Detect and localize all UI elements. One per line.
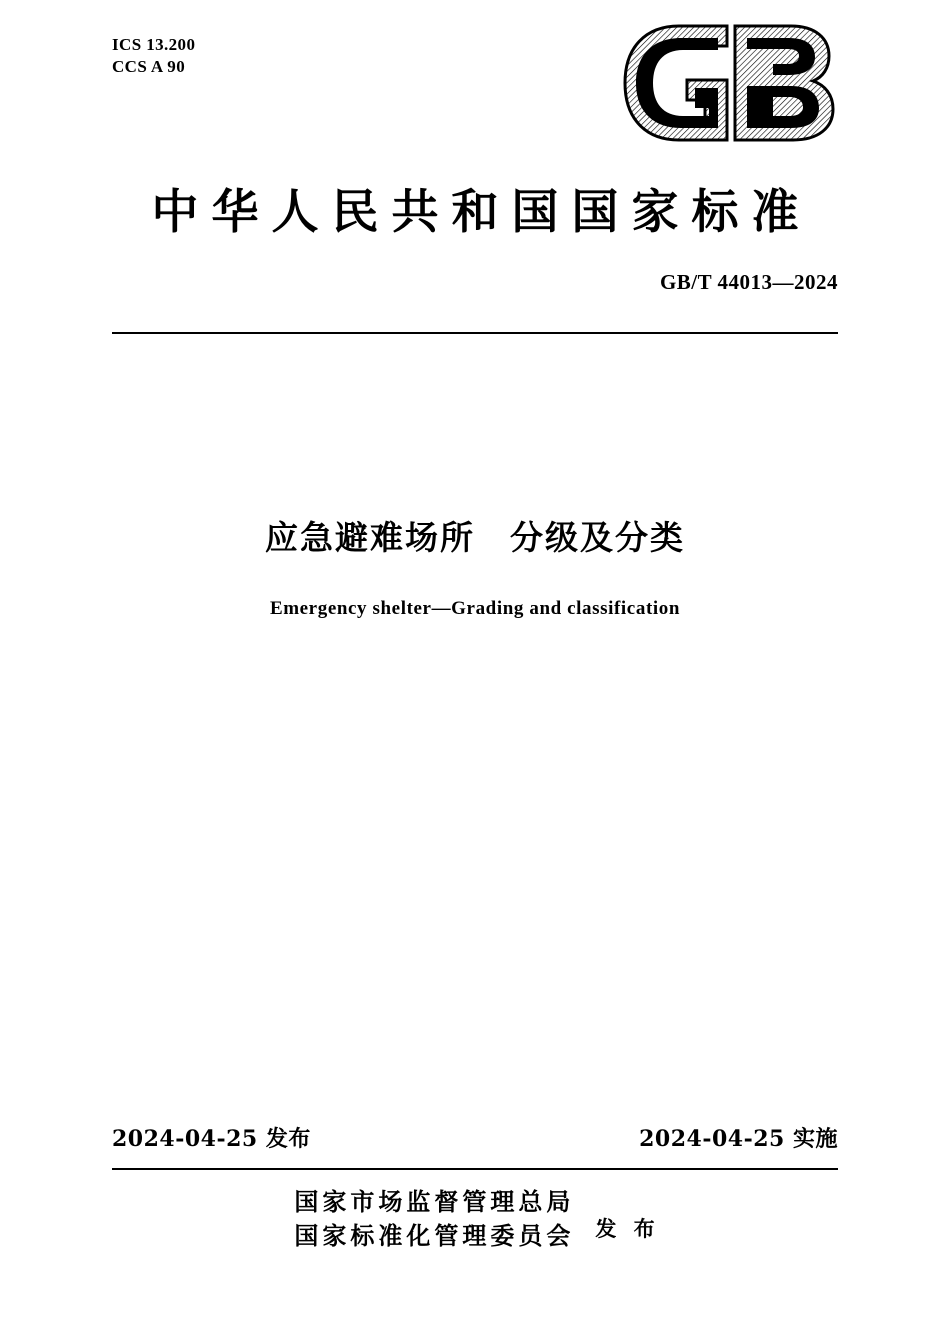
issue-date: 2024-04-25 发布: [112, 1126, 311, 1152]
effective-date: 2024-04-25 实施: [639, 1126, 838, 1152]
standard-number: GB/T 44013—2024: [659, 270, 838, 294]
classification-codes: [112, 34, 195, 78]
document-title-english: Emergency shelter—Grading and classification: [269, 598, 681, 619]
document-title-chinese: 应急避难场所 分级及分类: [265, 518, 685, 557]
gb-emblem-icon: [623, 24, 838, 142]
national-standard-title: 中华人民共和国国家标准: [151, 185, 812, 240]
ccs-code: CCS A 90: [112, 57, 186, 76]
ics-code: ICS 13.200: [112, 35, 196, 54]
divider-bottom: [112, 1168, 838, 1170]
publisher-block: [0, 1185, 950, 1253]
divider-top: [112, 332, 838, 334]
publisher-names: [290, 1185, 574, 1253]
publisher-line-1: 国家市场监督管理总局: [294, 1187, 575, 1216]
publisher-verb: 发 布: [595, 1216, 660, 1241]
publisher-line-2: 国家标准化管理委员会: [294, 1221, 575, 1250]
